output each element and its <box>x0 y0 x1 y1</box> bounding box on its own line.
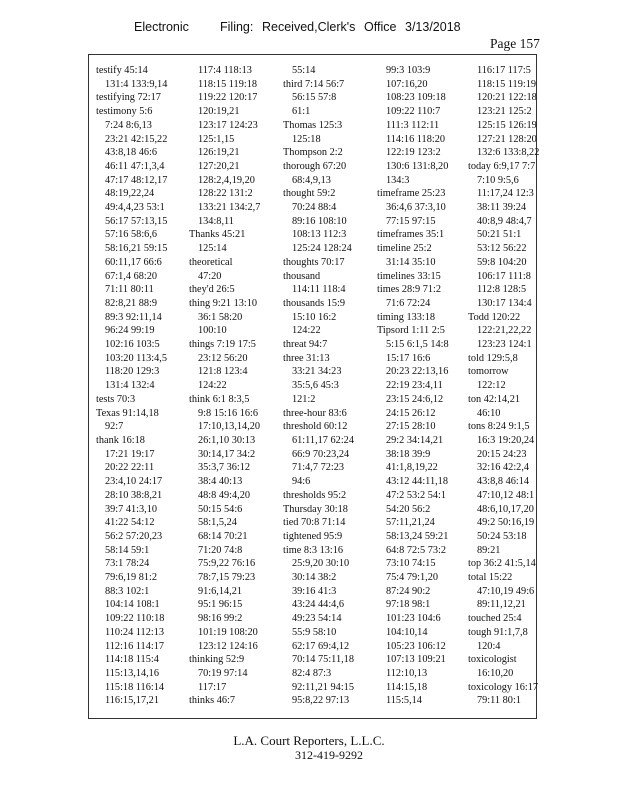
index-entry-continuation: 49:4,4,23 53:1 <box>105 202 165 214</box>
index-entry: time 8:3 13:16 <box>283 544 344 556</box>
index-entry-continuation: 57:16 58:6,6 <box>105 229 158 241</box>
index-entry: tons 8:24 9:1,5 <box>468 421 530 433</box>
index-entry-continuation: 122:19 123:2 <box>386 147 441 159</box>
index-entry: thinking 52:9 <box>189 654 245 666</box>
index-column-1 <box>96 64 180 708</box>
index-entry-continuation: 35:3,7 36:12 <box>198 462 251 474</box>
index-entry-continuation: 23:4,10 24:17 <box>105 476 163 488</box>
index-entry: threshold 60:12 <box>283 421 348 433</box>
index-entry: timeline 25:2 <box>377 243 432 255</box>
index-entry-continuation: 39:16 41:3 <box>292 585 337 597</box>
index-entry-continuation: 26:1,10 30:13 <box>198 434 256 446</box>
index-entry: top 36:2 41:5,14 <box>468 558 536 570</box>
index-entry-continuation: 15:17 16:6 <box>386 352 431 364</box>
index-entry-continuation: 24:15 26:12 <box>386 407 436 419</box>
index-entry-continuation: 131:4 132:4 <box>105 380 155 392</box>
index-entry-continuation: 112:8 128:5 <box>477 284 527 296</box>
index-entry-continuation: 120:21 122:18 <box>477 92 537 104</box>
index-entry-continuation: 71:6 72:24 <box>386 297 431 309</box>
index-entry-continuation: 23:21 42:15,22 <box>105 133 168 145</box>
index-entry-continuation: 125:1,15 <box>198 133 235 145</box>
index-entry-continuation: 82:4 87:3 <box>292 667 332 679</box>
index-entry-continuation: 95:8,22 97:13 <box>292 695 350 707</box>
index-entry-continuation: 121:8 123:4 <box>198 366 248 378</box>
index-entry-continuation: 55:14 <box>292 65 316 76</box>
index-column-4 <box>377 64 461 708</box>
index-entry: tough 91:1,7,8 <box>468 626 528 638</box>
index-entry-continuation: 53:12 56:22 <box>477 243 527 255</box>
index-entry-continuation: 89:21 <box>477 544 501 556</box>
index-entry: Thursday 30:18 <box>283 503 348 515</box>
index-entry-continuation: 47:10,19 49:6 <box>477 585 535 597</box>
index-entry-continuation: 30:14,17 34:2 <box>198 448 256 460</box>
index-entry-continuation: 102:16 103:5 <box>105 339 160 351</box>
index-entry-continuation: 59:8 104:20 <box>477 256 527 268</box>
index-entry-continuation: 70:14 75:11,18 <box>292 654 354 666</box>
index-entry-continuation: 123:23 124:1 <box>477 339 532 351</box>
index-entry-continuation: 88:3 102:1 <box>105 585 150 597</box>
index-entry-continuation: 56:17 57:13,15 <box>105 215 168 227</box>
index-entry-continuation: 66:9 70:23,24 <box>292 448 350 460</box>
index-entry-continuation: 33:21 34:23 <box>292 366 342 378</box>
index-entry-continuation: 94:6 <box>292 476 311 488</box>
index-entry: three 31:13 <box>283 352 330 364</box>
index-entry-continuation: 111:3 112:11 <box>386 119 440 131</box>
index-entry-continuation: 114:18 115:4 <box>105 654 159 666</box>
index-entry-continuation: 117:17 <box>198 681 227 693</box>
index-entry-continuation: 49:23 54:14 <box>292 613 342 625</box>
index-entry-continuation: 99:3 103:9 <box>386 65 431 76</box>
index-entry-continuation: 50:15 54:6 <box>198 503 243 515</box>
index-entry: Thanks 45:21 <box>189 229 246 241</box>
index-entry-continuation: 60:11,17 66:6 <box>105 256 162 268</box>
index-entry-continuation: 101:23 104:6 <box>386 613 441 625</box>
index-entry-continuation: 118:15 119:19 <box>477 78 537 90</box>
index-entry: they'd 26:5 <box>189 284 235 296</box>
index-entry-continuation: 73:1 78:24 <box>105 558 150 570</box>
index-entry-continuation: 96:24 99:19 <box>105 325 155 337</box>
index-entry-continuation: 127:20,21 <box>198 160 240 172</box>
index-entry-continuation: 17:10,13,14,20 <box>198 421 261 433</box>
index-entry-continuation: 27:15 28:10 <box>386 421 436 433</box>
index-entry-continuation: 48:8 49:4,20 <box>198 489 251 501</box>
index-entry-continuation: 38:18 39:9 <box>386 448 431 460</box>
index-entry-continuation: 55:9 58:10 <box>292 626 337 638</box>
index-entry-continuation: 15:10 16:2 <box>292 311 337 323</box>
index-entry: testify 45:14 <box>96 65 148 76</box>
index-entry-continuation: 89:3 92:11,14 <box>105 311 162 323</box>
index-entry: tomorrow <box>468 366 509 378</box>
index-column-2 <box>189 64 273 708</box>
index-entry-continuation: 38:11 39:24 <box>477 202 527 214</box>
index-entry-continuation: 104:10,14 <box>386 626 428 638</box>
index-entry-continuation: 47:17 48:12,17 <box>105 174 168 186</box>
index-entry-continuation: 25:9,20 30:10 <box>292 558 350 570</box>
index-entry-continuation: 124:22 <box>198 380 227 392</box>
index-entry-continuation: 48:19,22,24 <box>105 188 155 200</box>
index-entry-continuation: 122:21,22,22 <box>477 325 532 337</box>
index-entry-continuation: 57:11,21,24 <box>386 517 435 529</box>
index-entry: thought 59:2 <box>283 188 336 200</box>
index-entry-continuation: 107:16,20 <box>386 78 428 90</box>
index-entry-continuation: 89:11,12,21 <box>477 599 526 611</box>
index-entry-continuation: 118:15 119:18 <box>198 78 258 90</box>
index-entry-continuation: 91:6,14,21 <box>198 585 243 597</box>
index-entry: told 129:5,8 <box>468 352 518 364</box>
index-entry-continuation: 126:19,21 <box>198 147 240 159</box>
index-entry-continuation: 46:10 <box>477 407 501 419</box>
index-entry-continuation: 20:22 22:11 <box>105 462 155 474</box>
index-entry-continuation: 77:15 97:15 <box>386 215 436 227</box>
index-entry-continuation: 125:14 <box>198 243 227 255</box>
index-entry-continuation: 5:15 6:1,5 14:8 <box>386 339 449 351</box>
index-entry-continuation: 116:15,17,21 <box>105 695 159 707</box>
index-entry-continuation: 110:24 112:13 <box>105 626 165 638</box>
index-entry-continuation: 71:20 74:8 <box>198 544 243 556</box>
index-entry: testimony 5:6 <box>96 106 153 118</box>
index-entry-continuation: 58:14 59:1 <box>105 544 150 556</box>
index-entry-continuation: 49:2 50:16,19 <box>477 517 535 529</box>
index-entry: tied 70:8 71:14 <box>283 517 346 529</box>
index-entry: toxicologist <box>468 654 517 666</box>
index-entry-continuation: 68:4,9,13 <box>292 174 331 186</box>
index-entry-continuation: 123:21 125:2 <box>477 106 532 118</box>
index-entry: ton 42:14,21 <box>468 393 521 405</box>
index-entry-continuation: 115:13,14,16 <box>105 667 159 679</box>
index-entry: Texas 91:14,18 <box>96 407 159 419</box>
index-entry-continuation: 41:22 54:12 <box>105 517 155 529</box>
index-entry-continuation: 78:7,15 79:23 <box>198 572 256 584</box>
index-column-5 <box>468 64 552 708</box>
index-entry-continuation: 109:22 110:7 <box>386 106 441 118</box>
index-entry-continuation: 7:10 9:5,6 <box>477 174 519 186</box>
index-entry-continuation: 7:24 8:6,13 <box>105 119 152 131</box>
index-entry-continuation: 125:24 128:24 <box>292 243 352 255</box>
index-entry-continuation: 120:4 <box>477 640 501 652</box>
index-entry: Thompson 2:2 <box>283 147 343 159</box>
index-entry-continuation: 100:10 <box>198 325 227 337</box>
index-entry-continuation: 48:6,10,17,20 <box>477 503 534 515</box>
index-entry-continuation: 87:24 90:2 <box>386 585 431 597</box>
filing-header <box>0 20 618 36</box>
index-entry-continuation: 101:19 108:20 <box>198 626 258 638</box>
index-entry-continuation: 134:8,11 <box>198 215 234 227</box>
index-entry-continuation: 123:17 124:23 <box>198 119 258 131</box>
index-entry-continuation: 67:1,4 68:20 <box>105 270 158 282</box>
index-entry: think 6:1 8:3,5 <box>189 393 250 405</box>
index-entry-continuation: 75:4 79:1,20 <box>386 572 439 584</box>
index-entry-continuation: 133:21 134:2,7 <box>198 202 261 214</box>
footer-phone: 312-419-9292 <box>295 748 363 762</box>
index-entry-continuation: 95:1 96:15 <box>198 599 243 611</box>
index-entry-continuation: 68:14 70:21 <box>198 530 248 542</box>
index-entry-continuation: 121:2 <box>292 393 316 405</box>
index-entry: three-hour 83:6 <box>283 407 347 419</box>
index-entry-continuation: 70:19 97:14 <box>198 667 248 679</box>
index-entry-continuation: 47:2 53:2 54:1 <box>386 489 447 501</box>
index-entry-continuation: 32:16 42:2,4 <box>477 462 530 474</box>
index-entry: thank 16:18 <box>96 434 145 446</box>
index-entry: timeframe 25:23 <box>377 188 446 200</box>
index-entry-continuation: 104:14 108:1 <box>105 599 160 611</box>
index-entry-continuation: 114:15,18 <box>386 681 428 693</box>
index-entry: Thomas 125:3 <box>283 119 343 131</box>
index-entry-continuation: 54:20 56:2 <box>386 503 431 515</box>
index-entry-continuation: 112:16 114:17 <box>105 640 165 652</box>
index-entry: thinks 46:7 <box>189 695 236 707</box>
index-entry-continuation: 70:24 88:4 <box>292 202 337 214</box>
index-entry: thousands 15:9 <box>283 297 346 309</box>
index-entry-continuation: 43:12 44:11,18 <box>386 476 448 488</box>
index-entry-continuation: 47:10,12 48:1 <box>477 489 535 501</box>
index-entry: tightened 95:9 <box>283 530 343 542</box>
index-entry: third 7:14 56:7 <box>283 78 345 90</box>
index-entry-continuation: 79:11 80:1 <box>477 695 521 707</box>
index-entry-continuation: 39:7 41:3,10 <box>105 503 158 515</box>
index-entry-continuation: 61:1 <box>292 106 311 118</box>
index-entry-continuation: 125:15 126:19 <box>477 119 537 131</box>
index-entry: thresholds 95:2 <box>283 489 347 501</box>
index-entry: Tipsord 1:11 2:5 <box>377 325 445 337</box>
index-entry-continuation: 89:16 108:10 <box>292 215 347 227</box>
index-entry-continuation: 50:21 51:1 <box>477 229 522 241</box>
index-entry-continuation: 130:17 134:4 <box>477 297 532 309</box>
index-entry: thoughts 70:17 <box>283 256 345 268</box>
index-entry-continuation: 43:24 44:4,6 <box>292 599 345 611</box>
index-entry: thing 9:21 13:10 <box>189 297 258 309</box>
index-entry-continuation: 79:6,19 81:2 <box>105 572 158 584</box>
index-entry: timing 133:18 <box>377 311 436 323</box>
index-entry: touched 25:4 <box>468 613 522 625</box>
index-entry: timelines 33:15 <box>377 270 441 282</box>
index-entry-continuation: 58:16,21 59:15 <box>105 243 168 255</box>
index-entry-continuation: 98:16 99:2 <box>198 613 243 625</box>
index-entry-continuation: 82:8,21 88:9 <box>105 297 158 309</box>
index-entry-continuation: 120:19,21 <box>198 106 240 118</box>
index-entry-continuation: 92:11,21 94:15 <box>292 681 354 693</box>
index-entry-continuation: 73:10 74:15 <box>386 558 436 570</box>
index-entry-continuation: 124:22 <box>292 325 321 337</box>
index-entry-continuation: 71:11 80:11 <box>105 284 154 296</box>
index-entry: Todd 120:22 <box>468 311 521 323</box>
index-entry-continuation: 11:17,24 12:3 <box>477 188 534 200</box>
index-entry-continuation: 31:14 35:10 <box>386 256 436 268</box>
index-entry-continuation: 115:18 116:14 <box>105 681 165 693</box>
header-date: 3/13/2018 <box>405 20 461 34</box>
index-entry-continuation: 56:15 57:8 <box>292 92 337 104</box>
index-entry-continuation: 9:8 15:16 16:6 <box>198 407 259 419</box>
index-entry-continuation: 22:19 23:4,11 <box>386 380 443 392</box>
header-word-office: Office <box>364 20 397 34</box>
index-entry-continuation: 75:9,22 76:16 <box>198 558 256 570</box>
index-entry-continuation: 20:15 24:23 <box>477 448 527 460</box>
index-entry-continuation: 35:5,6 45:3 <box>292 380 339 392</box>
index-entry-continuation: 50:24 53:18 <box>477 530 527 542</box>
index-entry: theoretical <box>189 256 233 268</box>
index-entry-continuation: 105:23 106:12 <box>386 640 446 652</box>
index-entry-continuation: 46:11 47:1,3,4 <box>105 160 165 172</box>
index-entry: tests 70:3 <box>96 393 136 405</box>
index-entry-continuation: 130:6 131:8,20 <box>386 160 449 172</box>
index-entry-continuation: 118:20 129:3 <box>105 366 160 378</box>
index-entry: toxicology 16:17 <box>468 681 539 693</box>
index-entry-continuation: 114:16 118:20 <box>386 133 446 145</box>
index-entry-continuation: 115:5,14 <box>386 695 422 707</box>
index-entry-continuation: 23:15 24:6,12 <box>386 393 444 405</box>
index-entry-continuation: 28:10 38:8,21 <box>105 489 163 501</box>
index-entry-continuation: 109:22 110:18 <box>105 613 165 625</box>
index-entry-continuation: 29:2 34:14,21 <box>386 434 444 446</box>
index-entry-continuation: 47:20 <box>198 270 222 282</box>
index-entry-continuation: 116:17 117:5 <box>477 65 531 76</box>
index-entry-continuation: 123:12 124:16 <box>198 640 258 652</box>
index-entry-continuation: 58:13,24 59:21 <box>386 530 449 542</box>
index-entry: threat 94:7 <box>283 339 328 351</box>
index-entry-continuation: 56:2 57:20,23 <box>105 530 163 542</box>
index-entry-continuation: 58:1,5,24 <box>198 517 237 529</box>
index-entry-continuation: 112:10,13 <box>386 667 428 679</box>
index-entry: total 15:22 <box>468 572 513 584</box>
index-entry-continuation: 23:12 56:20 <box>198 352 248 364</box>
index-entry-continuation: 127:21 128:20 <box>477 133 537 145</box>
index-entry-continuation: 36:4,6 37:3,10 <box>386 202 446 214</box>
index-entry: times 28:9 71:2 <box>377 284 442 296</box>
header-word-filing: Filing: <box>220 20 254 34</box>
page-number: Page 157 <box>490 36 540 51</box>
index-entry-continuation: 131:4 133:9,14 <box>105 78 168 90</box>
index-entry-continuation: 92:7 <box>105 421 124 433</box>
index-entry-continuation: 106:17 111:8 <box>477 270 531 282</box>
header-word-electronic: Electronic <box>134 20 189 34</box>
index-entry-continuation: 43:8,18 46:6 <box>105 147 158 159</box>
index-entry-continuation: 61:11,17 62:24 <box>292 434 354 446</box>
index-entry-continuation: 108:13 112:3 <box>292 229 347 241</box>
index-entry-continuation: 128:22 131:2 <box>198 188 253 200</box>
index-entry-continuation: 119:22 120:17 <box>198 92 258 104</box>
footer-company: L.A. Court Reporters, L.L.C. <box>233 733 385 748</box>
index-entry: thousand <box>283 270 321 282</box>
header-word-received: Received,Clerk's <box>262 20 356 34</box>
index-entry-continuation: 30:14 38:2 <box>292 572 337 584</box>
index-entry: today 6:9,17 7:7 <box>468 160 536 172</box>
index-entry-continuation: 125:18 <box>292 133 321 145</box>
index-column-3 <box>283 64 367 708</box>
index-entry-continuation: 43:8,8 46:14 <box>477 476 530 488</box>
index-entry-continuation: 40:8,9 48:4,7 <box>477 215 532 227</box>
index-entry-continuation: 103:20 113:4,5 <box>105 352 167 364</box>
index-entry-continuation: 16:3 19:20,24 <box>477 434 535 446</box>
index-entry-continuation: 107:13 109:21 <box>386 654 446 666</box>
index-entry: timeframes 35:1 <box>377 229 445 241</box>
index-entry-continuation: 62:17 69:4,12 <box>292 640 350 652</box>
index-entry-continuation: 132:6 133:8,22 <box>477 147 540 159</box>
index-entry-continuation: 41:1,8,19,22 <box>386 462 438 474</box>
index-entry-continuation: 108:23 109:18 <box>386 92 446 104</box>
index-entry-continuation: 122:12 <box>477 380 506 392</box>
index-entry-continuation: 17:21 19:17 <box>105 448 155 460</box>
index-entry-continuation: 71:4,7 72:23 <box>292 462 345 474</box>
index-entry-continuation: 16:10,20 <box>477 667 514 679</box>
index-entry-continuation: 38:4 40:13 <box>198 476 243 488</box>
index-entry-continuation: 36:1 58:20 <box>198 311 243 323</box>
index-entry: thorough 67:20 <box>283 160 347 172</box>
index-entry-continuation: 64:8 72:5 73:2 <box>386 544 447 556</box>
index-entry-continuation: 114:11 118:4 <box>292 284 346 296</box>
index-entry-continuation: 128:2,4,19,20 <box>198 174 255 186</box>
index-entry-continuation: 117:4 118:13 <box>198 65 252 76</box>
index-entry-continuation: 134:3 <box>386 174 410 186</box>
index-entry-continuation: 97:18 98:1 <box>386 599 431 611</box>
index-entry: testifying 72:17 <box>96 92 161 104</box>
index-entry-continuation: 20:23 22:13,16 <box>386 366 449 378</box>
index-entry: things 7:19 17:5 <box>189 339 256 351</box>
